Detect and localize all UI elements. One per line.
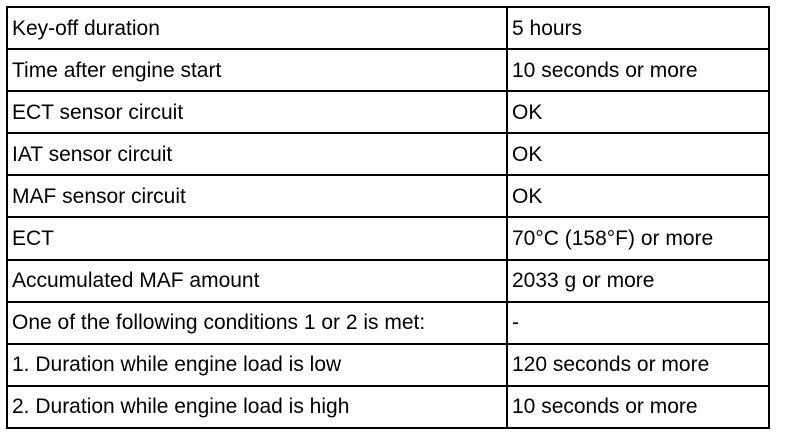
value-cell: 2033 g or more (507, 260, 769, 302)
value-cell: OK (507, 175, 769, 217)
item-cell: Key-off duration (7, 7, 507, 49)
value-cell: - (507, 302, 769, 344)
value-cell: 10 seconds or more (507, 386, 769, 428)
item-cell: Accumulated MAF amount (7, 260, 507, 302)
item-cell: One of the following conditions 1 or 2 is met: (7, 302, 507, 344)
value-cell: 5 hours (507, 7, 769, 49)
table-row (7, 175, 769, 217)
value-cell: 120 seconds or more (507, 344, 769, 386)
value-cell: OK (507, 133, 769, 175)
table-row (7, 260, 769, 302)
value-cell: 70°C (158°F) or more (507, 217, 769, 259)
value-cell: 10 seconds or more (507, 49, 769, 91)
item-cell: ECT sensor circuit (7, 91, 507, 133)
item-cell: ECT (7, 217, 507, 259)
item-cell: Time after engine start (7, 49, 507, 91)
table-row (7, 133, 769, 175)
table-row (7, 49, 769, 91)
table-row (7, 302, 769, 344)
value-cell: OK (507, 91, 769, 133)
table-row (7, 386, 769, 428)
item-cell: IAT sensor circuit (7, 133, 507, 175)
table-row (7, 217, 769, 259)
item-cell: MAF sensor circuit (7, 175, 507, 217)
conditions-table (6, 6, 770, 429)
item-cell: 2. Duration while engine load is high (7, 386, 507, 428)
table-row (7, 7, 769, 49)
item-cell: 1. Duration while engine load is low (7, 344, 507, 386)
table-row (7, 344, 769, 386)
table-row (7, 91, 769, 133)
